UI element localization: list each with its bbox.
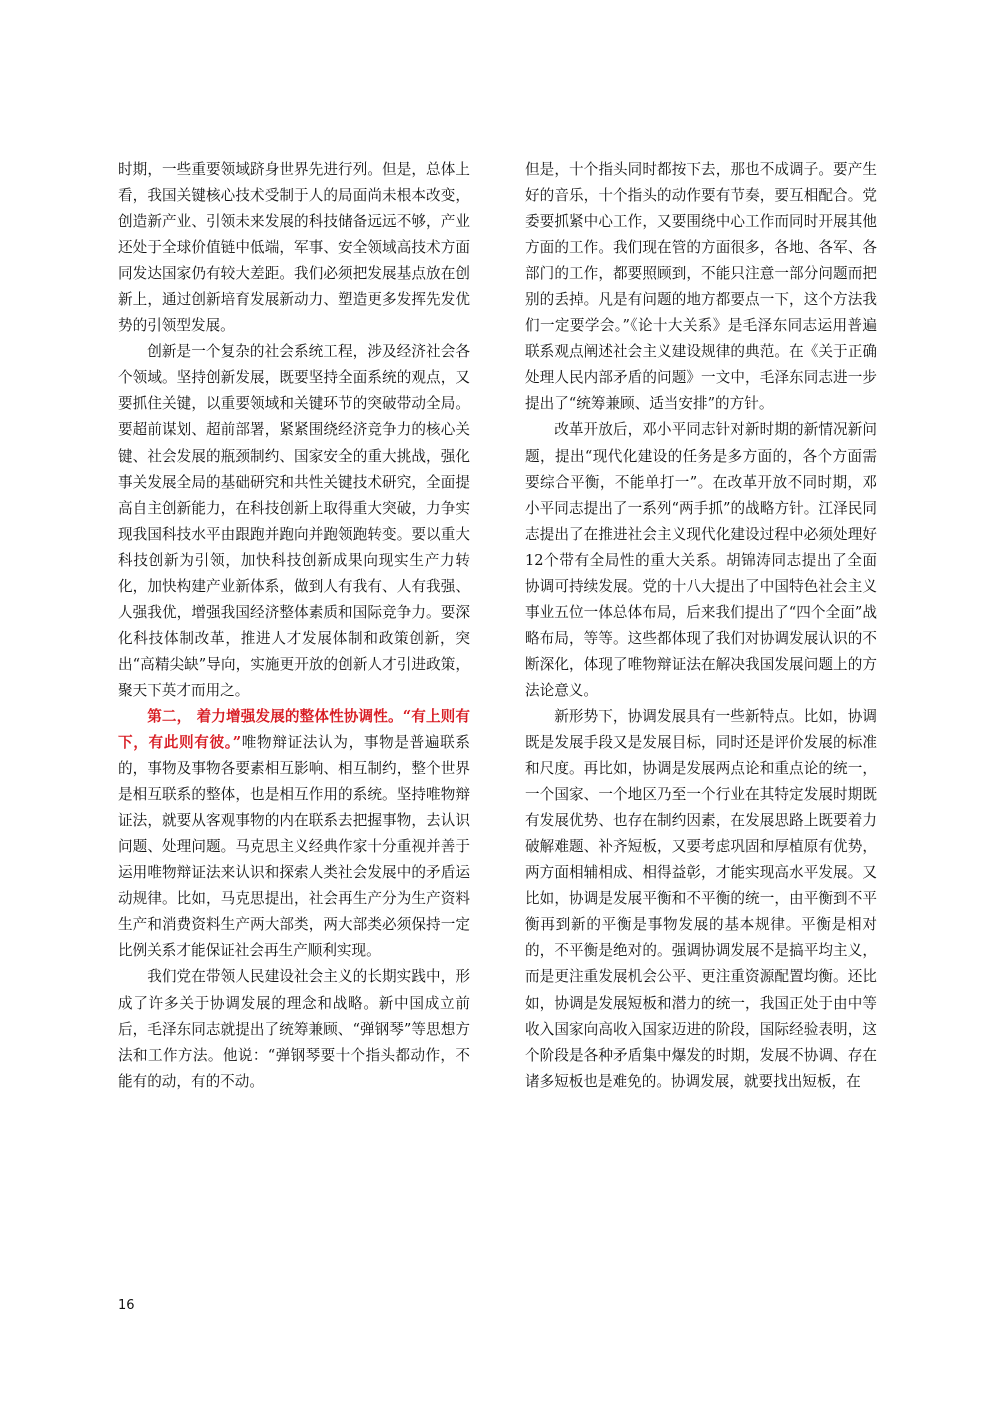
paragraph: 我们党在带领人民建设社会主义的长期实践中，形成了许多关于协调发展的理念和战略。新中国成立前后，毛泽东同志就提出了统筹兼顾、“弹钢琴”等思想方法和工作方法。他说：“弹钢琴要十个指头都动作，不能有的动，有的不动。 bbox=[118, 968, 470, 1090]
paragraph: 改革开放后，邓小平同志针对新时期的新情况新问题，提出“现代化建设的任务是多方面的，各个方面需要综合平衡，不能单打一”。在改革开放不同时期，邓小平同志提出了一系列“两手抓”的战略方针。江泽民同志提出了在推进社会主义现代化建设过程中必须处理好12个带有全局性的重大关系。胡锦涛同志提出了全面协调可持续发展。党的十八大提出了中国特色社会主义事业五位一体总体布局，后来我们提出了“四个全面”战略布局，等等。这些都体现了我们对协调发展认识的不断深化，体现了唯物辩证法在解决我国发展问题上的方法论意义。 bbox=[525, 421, 877, 699]
paragraph: 但是，十个指头同时都按下去，那也不成调子。要产生好的音乐，十个指头的动作要有节奏，要互相配合。党委要抓紧中心工作，又要围绕中心工作而同时开展其他方面的工作。我们现在管的方面很多，各地、各军、各部门的工作，都要照顾到，不能只注意一部分问题而把别的丢掉。凡是有问题的地方都要点一下，这个方法我们一定要学会。”《论十大关系》是毛泽东同志运用普遍联系观点阐述社会主义建设规律的典范。在《关于正确处理人民内部矛盾的问题》一文中，毛泽东同志进一步提出了“统筹兼顾、适当安排”的方针。 bbox=[525, 161, 877, 413]
paragraph: 时期，一些重要领域跻身世界先进行列。但是，总体上看，我国关键核心技术受制于人的局面尚未根本改变，创造新产业、引领未来发展的科技储备远远不够，产业还处于全球价值链中低端，军事、安全领域高技术方面同发达国家仍有较大差距。我们必须把发展基点放在创新上，通过创新培育发展新动力、塑造更多发挥先发优势的引领型发展。 bbox=[118, 161, 470, 335]
paragraph bbox=[118, 704, 470, 964]
paragraph-body: 唯物辩证法认为，事物是普遍联系的，事物及事物各要素相互影响、相互制约，整个世界是相互联系的整体，也是相互作用的系统。坚持唯物辩证法，就要从客观事物的内在联系去把握事物，去认识问题、处理问题。马克思主义经典作家十分重视并善于运用唯物辩证法来认识和探索人类社会发展中的矛盾运动规律。比如，马克思提出，社会再生产分为生产资料生产和消费资料生产两大部类，两大部类必须保持一定比例关系才能保证社会再生产顺利实现。 bbox=[118, 734, 470, 960]
paragraph: 创新是一个复杂的社会系统工程，涉及经济社会各个领域。坚持创新发展，既要坚持全面系统的观点，又要抓住关键，以重要领域和关键环节的突破带动全局。要超前谋划、超前部署，紧紧围绕经济竞争力的核心关键、社会发展的瓶颈制约、国家安全的重大挑战，强化事关发展全局的基础研究和共性关键技术研究，全面提高自主创新能力，在科技创新上取得重大突破，力争实现我国科技水平由跟跑并跑向并跑领跑转变。要以重大科技创新为引领，加快科技创新成果向现实生产力转化，加快构建产业新体系，做到人有我有、人有我强、人强我优，增强我国经济整体素质和国际竞争力。要深化科技体制改革，推进人才发展体制和政策创新，突出“高精尖缺”导向，实施更开放的创新人才引进政策，聚天下英才而用之。 bbox=[118, 343, 470, 699]
section-heading: 第二， 着力增强发展的整体性协调性。“有上则有下，有此则有彼。” bbox=[118, 707, 470, 752]
right-column bbox=[525, 157, 877, 1095]
page-number: 16 bbox=[118, 1298, 135, 1313]
paragraph: 新形势下，协调发展具有一些新特点。比如，协调既是发展手段又是发展目标，同时还是评价发展的标准和尺度。再比如，协调是发展两点论和重点论的统一，一个国家、一个地区乃至一个行业在其特定发展时期既有发展优势、也存在制约因素，在发展思路上既要着力破解难题、补齐短板，又要考虑巩固和厚植原有优势，两方面相辅相成、相得益彰，才能实现高水平发展。又比如，协调是发展平衡和不平衡的统一，由平衡到不平衡再到新的平衡是事物发展的基本规律。平衡是相对的，不平衡是绝对的。强调协调发展不是搞平均主义，而是更注重发展机会公平、更注重资源配置均衡。还比如，协调是发展短板和潜力的统一，我国正处于由中等收入国家向高收入国家迈进的阶段，国际经验表明，这个阶段是各种矛盾集中爆发的时期，发展不协调、存在诸多短板也是难免的。协调发展，就要找出短板，在 bbox=[525, 707, 877, 1090]
left-column bbox=[118, 157, 470, 1095]
